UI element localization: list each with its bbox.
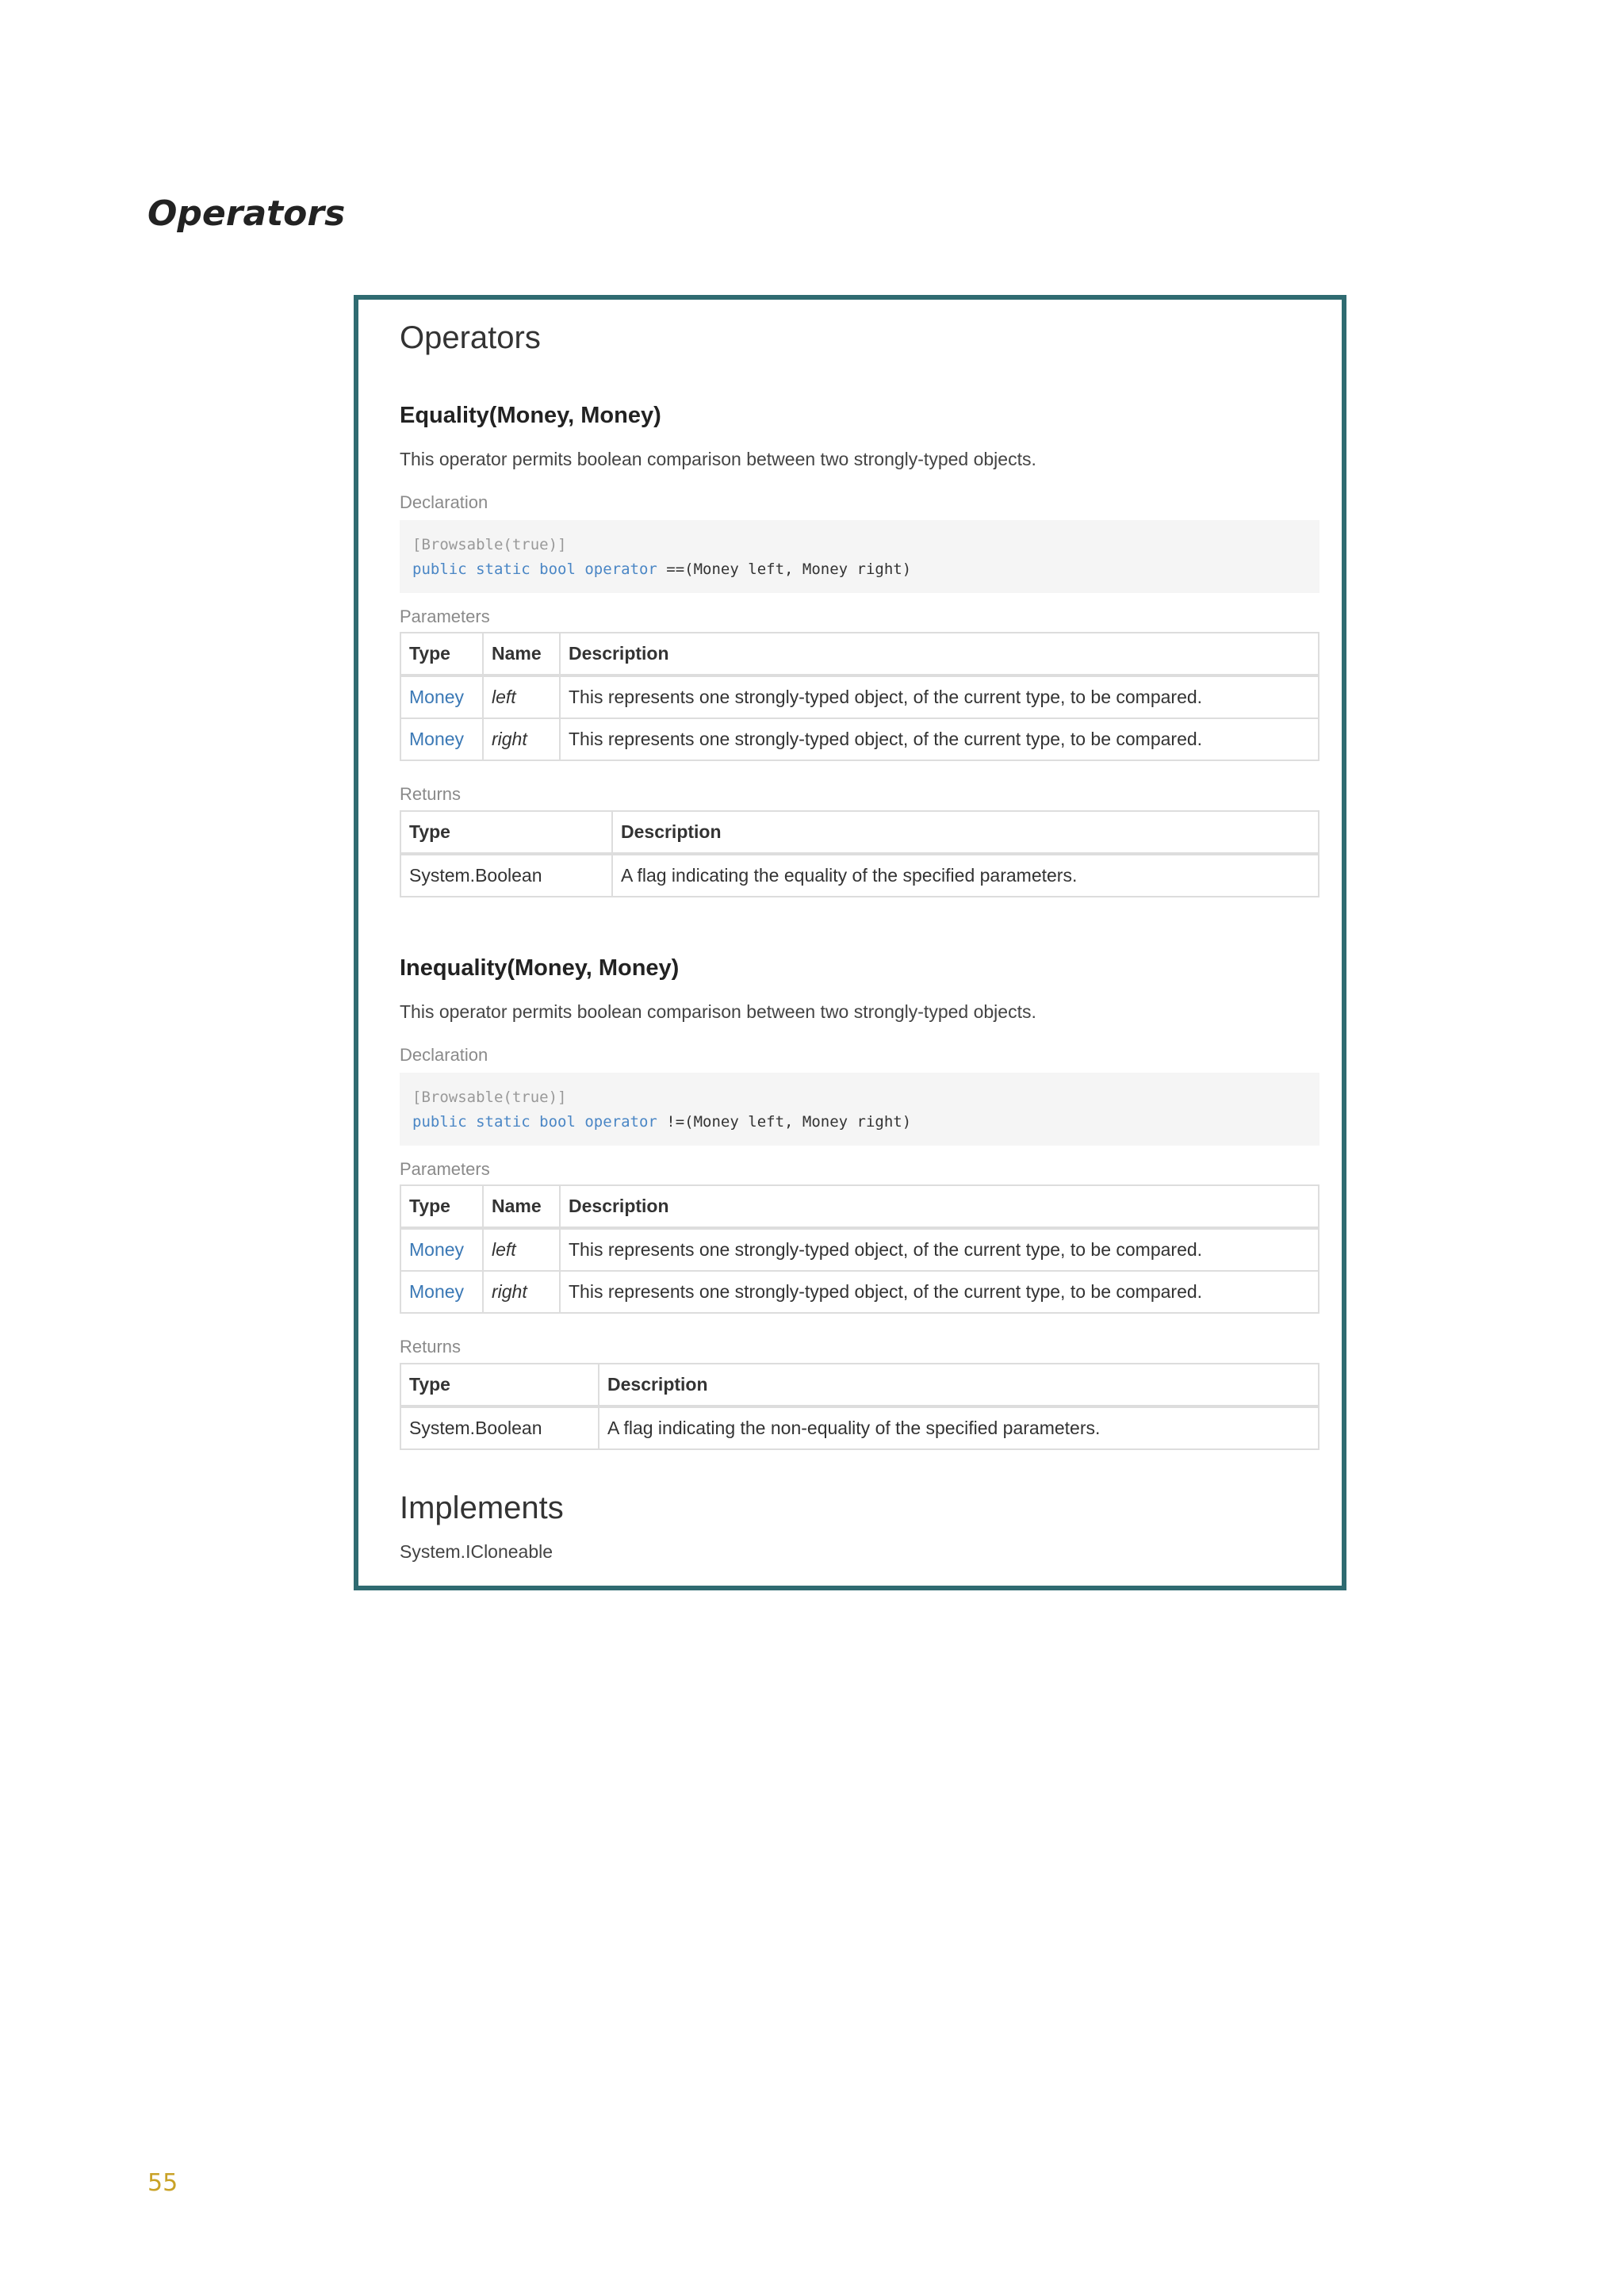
- code-attribute: [Browsable(true)]: [412, 536, 567, 553]
- code-keywords: public static bool operator: [412, 1113, 657, 1131]
- declaration-code-block: [400, 520, 1320, 593]
- returns-label: Returns: [400, 784, 462, 804]
- column-header: Description: [599, 1364, 1319, 1406]
- parameter-description: This represents one strongly-typed object, of the current type, to be compared.: [560, 1271, 1319, 1313]
- table-header-row: [400, 633, 1319, 675]
- code-keywords: public static bool operator: [412, 561, 657, 578]
- table-row: [400, 718, 1319, 760]
- table-row: [400, 1228, 1319, 1271]
- return-description: A flag indicating the equality of the specified parameters.: [612, 854, 1319, 897]
- table-row: [400, 675, 1319, 718]
- parameter-name: right: [483, 718, 560, 760]
- parameter-description: This represents one strongly-typed object, of the current type, to be compared.: [560, 1228, 1319, 1271]
- implements-item: System.ICloneable: [400, 1541, 553, 1562]
- declaration-code-block: [400, 1073, 1320, 1146]
- returns-label: Returns: [400, 1337, 462, 1357]
- parameter-name: left: [483, 1228, 560, 1271]
- parameter-description: This represents one strongly-typed object, of the current type, to be compared.: [560, 675, 1319, 718]
- return-type: System.Boolean: [400, 1406, 599, 1449]
- table-header-row: [400, 1185, 1319, 1228]
- type-link[interactable]: Money: [400, 675, 483, 718]
- table-header-row: [400, 811, 1319, 854]
- column-header: Description: [612, 811, 1319, 854]
- operator-title-equality: Equality(Money, Money): [400, 403, 661, 428]
- column-header: Description: [560, 1185, 1319, 1228]
- parameters-table: [400, 632, 1320, 761]
- screenshot-frame: [354, 295, 1346, 1590]
- type-link[interactable]: Money: [400, 1228, 483, 1271]
- return-description: A flag indicating the non-equality of the specified parameters.: [599, 1406, 1319, 1449]
- column-header: Name: [483, 1185, 560, 1228]
- table-header-row: [400, 1364, 1319, 1406]
- code-signature: !=(Money left, Money right): [657, 1113, 912, 1131]
- implements-title: Implements: [400, 1490, 564, 1525]
- code-signature: ==(Money left, Money right): [657, 561, 912, 578]
- page-heading: Operators: [147, 193, 346, 234]
- table-row: [400, 854, 1319, 897]
- column-header: Name: [483, 633, 560, 675]
- column-header: Description: [560, 633, 1319, 675]
- page-number: 55: [147, 2169, 178, 2197]
- table-row: [400, 1271, 1319, 1313]
- parameter-name: left: [483, 675, 560, 718]
- column-header: Type: [400, 633, 483, 675]
- column-header: Type: [400, 811, 612, 854]
- doc-title: Operators: [400, 320, 541, 355]
- type-link[interactable]: Money: [400, 1271, 483, 1313]
- operator-title-inequality: Inequality(Money, Money): [400, 955, 680, 981]
- parameters-label: Parameters: [400, 607, 490, 626]
- operator-summary: This operator permits boolean comparison between two strongly-typed objects.: [400, 449, 1036, 469]
- table-row: [400, 1406, 1319, 1449]
- returns-table: [400, 810, 1320, 897]
- code-attribute: [Browsable(true)]: [412, 1089, 567, 1106]
- operator-summary: This operator permits boolean comparison between two strongly-typed objects.: [400, 1001, 1036, 1022]
- parameter-name: right: [483, 1271, 560, 1313]
- returns-table: [400, 1363, 1320, 1450]
- declaration-label: Declaration: [400, 492, 488, 512]
- parameter-description: This represents one strongly-typed object, of the current type, to be compared.: [560, 718, 1319, 760]
- column-header: Type: [400, 1364, 599, 1406]
- declaration-label: Declaration: [400, 1045, 488, 1065]
- type-link[interactable]: Money: [400, 718, 483, 760]
- return-type: System.Boolean: [400, 854, 612, 897]
- column-header: Type: [400, 1185, 483, 1228]
- parameters-label: Parameters: [400, 1159, 490, 1179]
- parameters-table: [400, 1184, 1320, 1314]
